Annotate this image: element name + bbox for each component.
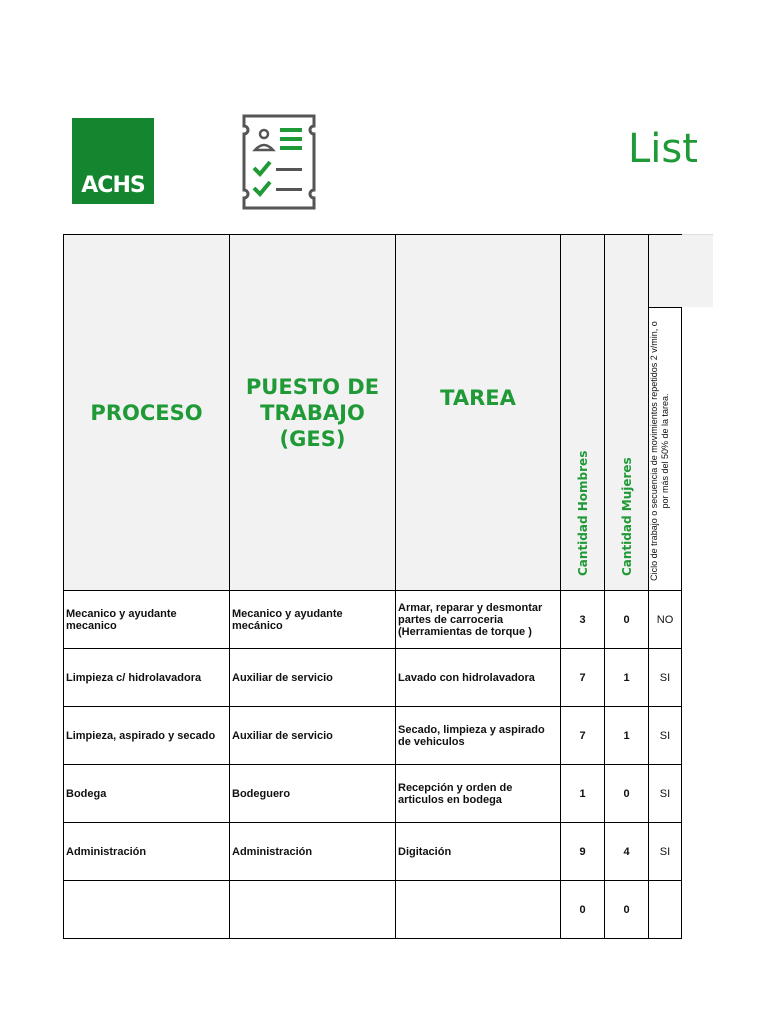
checklist-table: [63, 234, 682, 939]
cell-tarea[interactable]: Lavado con hidrolavadora: [396, 649, 561, 707]
header-puesto: PUESTO DE TRABAJO (GES): [230, 235, 396, 591]
cell-proceso[interactable]: Administración: [64, 823, 230, 881]
page-title: List: [628, 126, 698, 172]
spreadsheet: [63, 234, 681, 940]
header-pa-top: [649, 235, 682, 308]
header-proceso: PROCESO: [64, 235, 230, 591]
header-tarea: TAREA: [396, 235, 561, 591]
cell-puesto[interactable]: Auxiliar de servicio: [230, 707, 396, 765]
cell-hombres[interactable]: 3: [561, 591, 605, 649]
cell-mujeres[interactable]: 1: [605, 649, 649, 707]
table-row: [64, 881, 682, 939]
cell-proceso[interactable]: Limpieza, aspirado y secado: [64, 707, 230, 765]
achs-logo-text: ACHS: [81, 173, 145, 198]
cell-mujeres[interactable]: 0: [605, 765, 649, 823]
cell-puesto[interactable]: Auxiliar de servicio: [230, 649, 396, 707]
cell-ciclo[interactable]: SI: [649, 649, 682, 707]
cell-hombres[interactable]: 1: [561, 765, 605, 823]
cell-mujeres[interactable]: 0: [605, 591, 649, 649]
table-row: [64, 649, 682, 707]
cell-tarea[interactable]: Digitación: [396, 823, 561, 881]
cell-proceso[interactable]: Mecanico y ayudante mecanico: [64, 591, 230, 649]
table-row: [64, 707, 682, 765]
achs-logo: [72, 118, 154, 204]
table-row: [64, 765, 682, 823]
cell-proceso[interactable]: Limpieza c/ hidrolavadora: [64, 649, 230, 707]
cell-ciclo[interactable]: NO: [649, 591, 682, 649]
cell-proceso[interactable]: Bodega: [64, 765, 230, 823]
cell-mujeres[interactable]: 4: [605, 823, 649, 881]
table-row: [64, 591, 682, 649]
header-mujeres: [605, 235, 649, 591]
cell-puesto[interactable]: Bodeguero: [230, 765, 396, 823]
header-hombres-label: Cantidad Hombres: [575, 450, 590, 576]
cell-tarea[interactable]: Armar, reparar y desmontar partes de carroceria (Herramientas de torque ): [396, 591, 561, 649]
cell-hombres[interactable]: 7: [561, 707, 605, 765]
cell-puesto[interactable]: Mecanico y ayudante mecánico: [230, 591, 396, 649]
cell-mujeres[interactable]: 1: [605, 707, 649, 765]
cell-hombres[interactable]: 0: [561, 881, 605, 939]
table-row: [64, 823, 682, 881]
cell-ciclo[interactable]: SI: [649, 765, 682, 823]
cell-hombres[interactable]: 9: [561, 823, 605, 881]
header-hombres: [561, 235, 605, 591]
cell-proceso[interactable]: [64, 881, 230, 939]
cell-ciclo[interactable]: [649, 881, 682, 939]
cell-hombres[interactable]: 7: [561, 649, 605, 707]
checklist-document-icon: [236, 112, 322, 212]
header-ciclo-label: Ciclo de trabajo o secuencia de movimientos repetidos 2 v/min, o por más del 50% de la tarea.: [649, 321, 670, 581]
cell-tarea[interactable]: [396, 881, 561, 939]
cell-ciclo[interactable]: SI: [649, 823, 682, 881]
cell-mujeres[interactable]: 0: [605, 881, 649, 939]
header-ciclo: [649, 308, 682, 591]
cell-puesto[interactable]: [230, 881, 396, 939]
cell-tarea[interactable]: Recepción y orden de articulos en bodega: [396, 765, 561, 823]
cell-tarea[interactable]: Secado, limpieza y aspirado de vehiculos: [396, 707, 561, 765]
cell-puesto[interactable]: Administración: [230, 823, 396, 881]
cell-ciclo[interactable]: SI: [649, 707, 682, 765]
header-mujeres-label: Cantidad Mujeres: [619, 457, 634, 576]
